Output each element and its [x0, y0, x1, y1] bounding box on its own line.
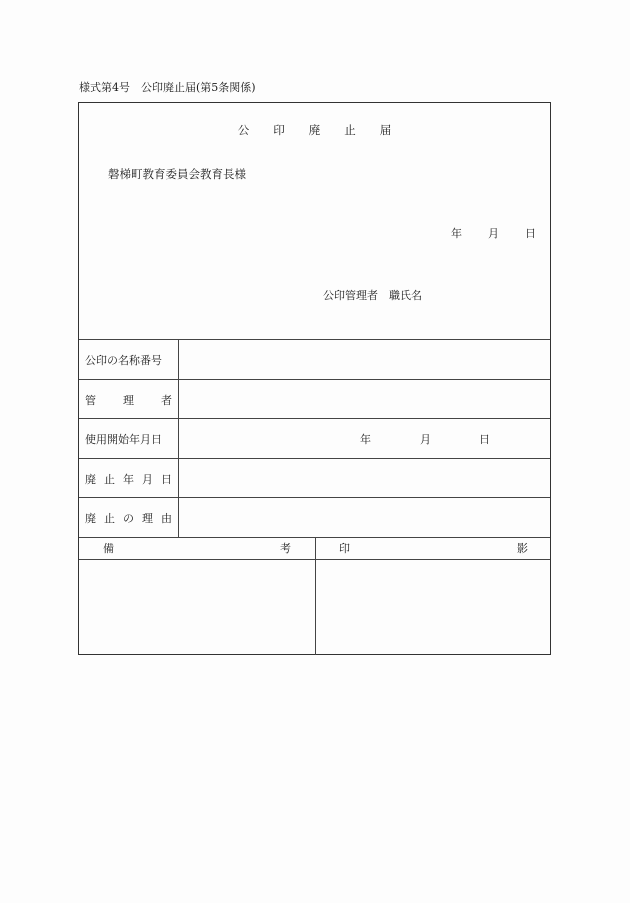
label-char: 由: [161, 511, 172, 525]
start-date-month: 月: [420, 432, 431, 446]
label-char: 管: [85, 393, 96, 407]
label-char: 月: [142, 472, 153, 486]
form-frame: [78, 102, 551, 655]
label-char: 止: [104, 511, 115, 525]
title-char: 公: [237, 123, 274, 137]
label-char: 者: [161, 393, 172, 407]
start-date-day: 日: [479, 432, 490, 446]
addressee: 磐梯町教育委員会教育長様: [108, 167, 246, 181]
remarks-head-char: 考: [280, 542, 291, 555]
form-title: [79, 122, 550, 138]
label-char: 止: [104, 472, 115, 486]
title-char: 止: [344, 123, 380, 137]
form-caption: 様式第4号 公印廃止届(第5条関係): [79, 81, 256, 94]
date-month-label: 月: [488, 227, 499, 240]
label-char: 理: [142, 511, 153, 525]
row-label-reason: [85, 498, 172, 537]
start-date-value: [79, 419, 552, 458]
seal-head-char: 印: [339, 542, 350, 555]
row-label-start-date: 使用開始年月日: [85, 432, 162, 446]
date-day-label: 日: [525, 227, 536, 240]
row-label-administrator: [85, 380, 172, 419]
date-year-label: 年: [451, 227, 462, 240]
seal-head-char: 影: [517, 542, 528, 555]
row-label-seal-name: 公印の名称番号: [85, 353, 162, 367]
remarks-head-char: 備: [103, 542, 114, 555]
title-char: 印: [273, 123, 309, 137]
label-char: 理: [123, 393, 134, 407]
signer-line: 公印管理者 職氏名: [323, 289, 422, 302]
bottom-column-divider: [315, 537, 316, 655]
label-char: の: [123, 511, 134, 525]
submission-date: [451, 225, 536, 241]
remarks-header: [103, 537, 291, 559]
start-date-year: 年: [360, 432, 371, 446]
seal-impression-header: [339, 537, 528, 559]
label-char: 廃: [85, 511, 96, 525]
row-label-abolish-date: [85, 459, 172, 498]
label-char: 年: [123, 472, 134, 486]
title-char: 廃: [308, 123, 345, 137]
label-char: 廃: [85, 472, 96, 486]
label-char: 日: [161, 472, 172, 486]
title-char: 届: [379, 123, 416, 137]
